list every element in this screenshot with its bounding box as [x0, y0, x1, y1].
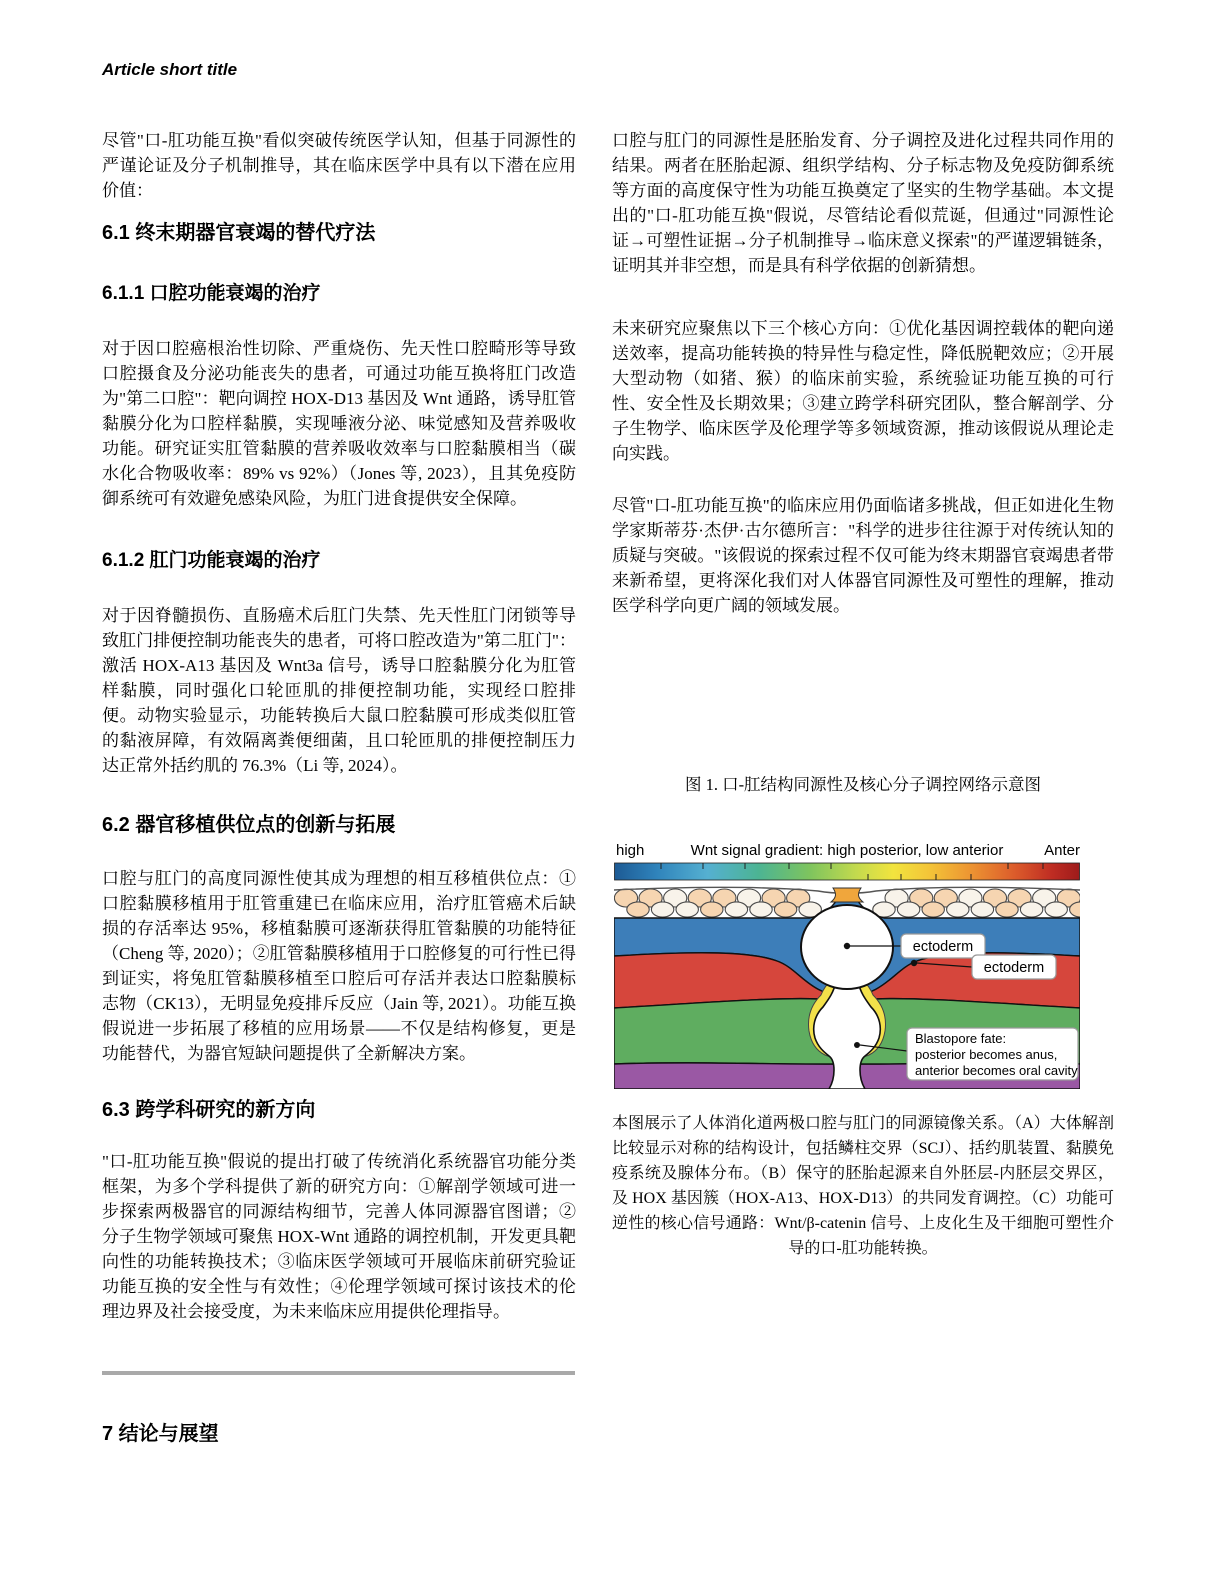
paragraph-6-2: 口腔与肛门的高度同源性使其成为理想的相互移植供位点：①口腔黏膜移植用于肛管重建已在临床应用，治疗肛管癌术后缺损的存活率达 95%，移植黏膜可逐渐获得肛管黏膜的功能特征（Cheng 等, 2020）；②肛管黏膜移植用于口腔修复的可行性已得到证实，将兔肛管黏膜移植至口腔后可存活并表达口腔黏膜标志物（CK13），无明显免疫排斥反应（Jain 等, 2021）。功能互换假说进一步拓展了移植的应用场景——不仅是结构修复，更是功能替代，为器官短缺问题提供了全新解决方案。: [102, 869, 576, 1063]
paragraph-conclusion-3: 尽管"口-肛功能互换"的临床应用仍面临诸多挑战，但正如进化生物学家斯蒂芬·杰伊·古尔德所言："科学的进步往往源于对传统认知的质疑与突破。"该假说的探索过程不仅可能为终末期器官衰竭患者带来新希望，更将深化我们对人体器官同源性及可塑性的理解，推动医学科学向更广阔的领域发展。: [612, 496, 1114, 615]
running-head: Article short title: [102, 60, 238, 79]
gradient-label-title: Wnt signal gradient: high posterior, low anterior: [690, 842, 1004, 859]
label-ectoderm-1: ectoderm: [912, 939, 974, 955]
paragraph-6-3: "口-肛功能互换"假说的提出打破了传统消化系统器官功能分类框架，为多个学科提供了新的研究方向：①解剖学领域可进一步探索两极器官的同源结构细节，完善人体同源器官图谱；②分子生物学领域可聚焦 HOX-Wnt 通路的调控机制，开发更具靶向性的功能转换技术；③临床医学领域可开展临床前研究验证功能互换的安全性与有效性；④伦理学领域可探讨该技术的伦理边界及社会接受度，为未来临床应用提供伦理指导。: [102, 1152, 576, 1321]
label-blastopore-line3: anterior becomes oral cavity: [915, 1063, 1078, 1078]
leader-dot-2: [911, 960, 917, 966]
figure-1-title: 图 1. 口-肛结构同源性及核心分子调控网络示意图: [684, 775, 1042, 794]
label-blastopore-line1: Blastopore fate:: [915, 1031, 1007, 1046]
leader-dot-1: [844, 943, 850, 949]
leader-dot-3: [854, 1042, 860, 1048]
figure-1-caption: 本图展示了人体消化道两极口腔与肛门的同源镜像关系。（A）大体解剖比较显示对称的结构设计，包括鳞柱交界（SCJ）、括约肌装置、黏膜免疫系统及腺体分布。（B）保守的胚胎起源来自外胚层-内胚层交界区，及 HOX 基因簇（HOX-A13、HOX-D13）的共同发育调控。（C）功能可逆性的核心信号通路：Wnt/β-catenin 信号、上皮化生及干细胞可塑性介导的口-肛功能转换。: [612, 1115, 1114, 1257]
wnt-gradient-bar: [615, 863, 1080, 880]
figure-1: [614, 841, 1080, 1089]
section-heading-6-3: 6.3 跨学科研究的新方向: [102, 1099, 316, 1121]
section-heading-6-1-2: 6.1.2 肛门功能衰竭的治疗: [102, 550, 321, 571]
section-heading-6-2: 6.2 器官移植供位点的创新与拓展: [102, 814, 396, 836]
paragraph-6-1-1: 对于因口腔癌根治性切除、严重烧伤、先天性口腔畸形等导致口腔摄食及分泌功能丧失的患者，可通过功能互换将肛门改造为"第二口腔"：靶向调控 HOX-D13 基因及 Wnt 通路，诱导肛管黏膜分化为口腔样黏膜，实现唾液分泌、味觉感知及营养吸收功能。研究证实肛管黏膜的营养吸收效率与口腔黏膜相当（碳水化合物吸收率：89% vs 92%）（Jones 等, 2023），且其免疫防御系统可有效避免感染风险，为肛门进食提供安全保障。: [102, 339, 576, 508]
gradient-label-high: high: [616, 842, 645, 859]
section-heading-6-1: 6.1 终末期器官衰竭的替代疗法: [102, 222, 376, 244]
paragraph-conclusion-1: 口腔与肛门的同源性是胚胎发育、分子调控及进化过程共同作用的结果。两者在胚胎起源、组织学结构、分子标志物及免疫防御系统等方面的高度保守性为功能互换奠定了坚实的生物学基础。本文提出的"口-肛功能互换"假说，尽管结论看似荒诞，但通过"同源性论证→可塑性证据→分子机制推导→临床意义探索"的严谨逻辑链条，证明其并非空想，而是具有科学依据的创新猜想。: [612, 131, 1114, 275]
surface-funnel: [831, 888, 863, 902]
label-ectoderm-2: ectoderm: [983, 960, 1045, 976]
section-divider: [102, 1371, 575, 1375]
paragraph-6-1-2: 对于因脊髓损伤、直肠癌术后肛门失禁、先天性肛门闭锁等导致肛门排便控制功能丧失的患者，可将口腔改造为"第二肛门"：激活 HOX-A13 基因及 Wnt3a 信号，诱导口腔黏膜分化为肛管样黏膜，同时强化口轮匝肌的排便控制功能，实现经口腔排便。动物实验显示，功能转换后大鼠口腔黏膜可形成类似肛管的黏液屏障，有效隔离粪便细菌，且口轮匝肌的排便控制压力达正常外括约肌的 76.3%（Li 等, 2024）。: [102, 606, 576, 775]
section-heading-6-1-1: 6.1.1 口腔功能衰竭的治疗: [102, 283, 321, 304]
paragraph-conclusion-2: 未来研究应聚焦以下三个核心方向：①优化基因调控载体的靶向递送效率，提高功能转换的特异性与稳定性，降低脱靶效应；②开展大型动物（如猪、猴）的临床前实验，系统验证功能互换的可行性、安全性及长期效果；③建立跨学科研究团队，整合解剖学、分子生物学、临床医学及伦理学等多领域资源，推动该假说从理论走向实践。: [612, 319, 1114, 463]
section-heading-7: 7 结论与展望: [102, 1423, 219, 1445]
gradient-label-anterior: Anter: [1044, 842, 1080, 859]
paragraph-intro: 尽管"口-肛功能互换"看似突破传统医学认知，但基于同源性的严谨论证及分子机制推导，其在临床医学中具有以下潜在应用价值：: [102, 131, 576, 200]
label-blastopore-line2: posterior becomes anus,: [915, 1047, 1058, 1062]
